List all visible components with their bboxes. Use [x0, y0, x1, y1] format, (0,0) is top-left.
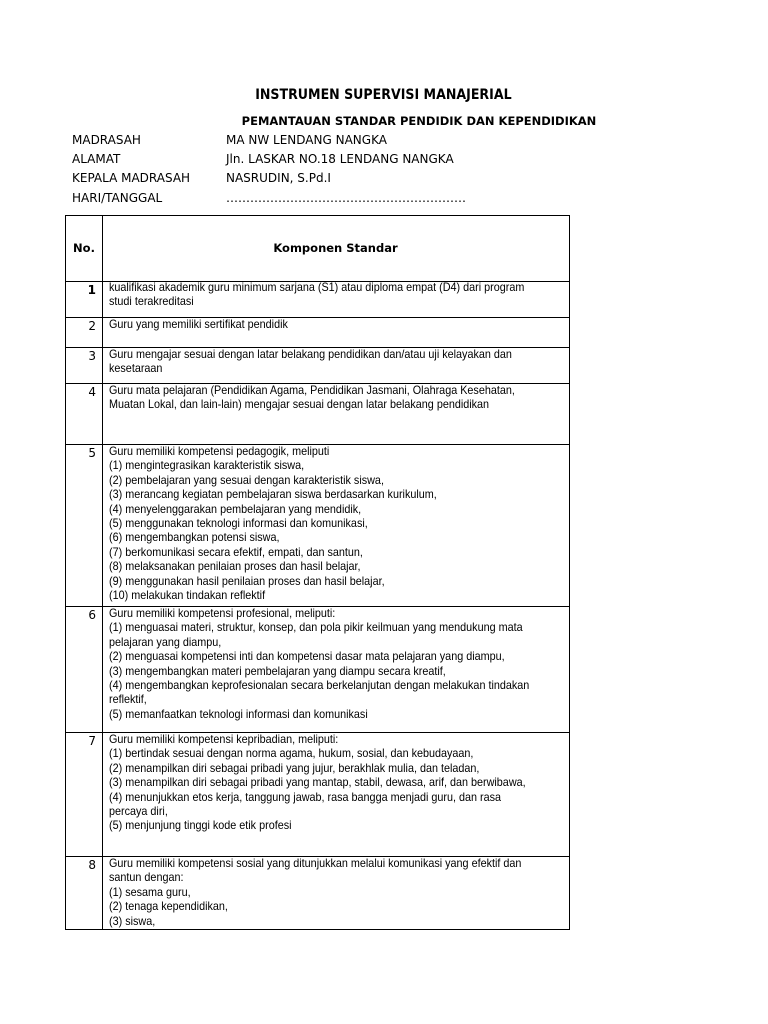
row-text: Guru mata pelajaran (Pendidikan Agama, Pendidikan Jasmani, Olahraga Kesehatan, Muatan Lokal, dan lain-lain) mengajar sesuai dengan latar belakang pendidikan: [109, 383, 515, 412]
document-subtitle: PEMANTAUAN STANDAR PENDIDIK DAN KEPENDIDIKAN: [241, 114, 597, 128]
row-text: Guru mengajar sesuai dengan latar belakang pendidikan dan/atau uji kelayakan dan kesetaraan: [109, 347, 512, 376]
header-component: Komponen Standar: [273, 241, 398, 255]
row-number: 6: [88, 608, 96, 622]
info-value: MA NW LENDANG NANGKA: [226, 133, 387, 147]
row-text: Guru memiliki kompetensi sosial yang ditunjukkan melalui komunikasi yang efektif dan santun dengan: (1) sesama guru, (2) tenaga kependidikan, (3) siswa,: [109, 856, 522, 928]
header-no: No.: [73, 241, 95, 255]
info-value: Jln. LASKAR NO.18 LENDANG NANGKA: [226, 152, 454, 166]
row-number: 3: [88, 349, 96, 363]
info-label: MADRASAH: [72, 133, 141, 147]
row-number: 8: [88, 858, 96, 872]
document-title: INSTRUMEN SUPERVISI MANAJERIAL: [255, 87, 512, 103]
column-divider: [102, 216, 103, 929]
row-text: Guru yang memiliki sertifikat pendidik: [109, 317, 288, 331]
row-text: Guru memiliki kompetensi kepribadian, meliputi: (1) bertindak sesuai dengan norma agama, hukum, sosial, dan kebudayaan, (2) menampilkan diri sebagai pribadi yang jujur, berakhlak mulia, dan teladan, (3) menampilkan diri sebagai pribadi yang mantap, stabil, dewasa, arif, dan berwibawa, (4) menunjukkan etos kerja, tanggung jawab, rasa bangga menjadi guru, dan rasa percaya diri, (5) menjunjung tinggi kode etik profesi: [109, 732, 526, 833]
row-number: 5: [88, 446, 96, 460]
info-label: KEPALA MADRASAH: [72, 171, 191, 185]
row-text: Guru memiliki kompetensi profesional, meliputi: (1) menguasai materi, struktur, konsep, dan pola pikir keilmuan yang mendukung mata pelajaran yang diampu, (2) menguasai kompetensi inti dan kompetensi dasar mata pelajaran yang diampu, (3) mengembangkan materi pembelajaran yang diampu secara kreatif, (4) mengembangkan keprofesionalan secara berkelanjutan dengan melakukan tindakan reflektif, (5) memanfaatkan teknologi informasi dan komunikasi: [109, 606, 530, 721]
row-number: 2: [88, 319, 96, 333]
row-number: 4: [88, 385, 96, 399]
info-value: ……………………………………………………: [226, 191, 466, 205]
row-number: 7: [88, 734, 96, 748]
row-number: 1: [87, 283, 96, 297]
info-value: NASRUDIN, S.Pd.I: [226, 171, 331, 185]
row-text: Guru memiliki kompetensi pedagogik, meliputi (1) mengintegrasikan karakteristik siswa, (2) pembelajaran yang sesuai dengan karakteristik siswa, (3) merancang kegiatan pembelajaran siswa berdasarkan kurikulum, (4) menyelenggarakan pembelajaran yang mendidik, (5) menggunakan teknologi informasi dan komunikasi, (6) mengembangkan potensi siswa, (7) berkomunikasi secara efektif, empati, dan santun, (8) melaksanakan penilaian proses dan hasil belajar, (9) menggunakan hasil penilaian proses dan hasil belajar, (10) melakukan tindakan reflektif: [109, 444, 437, 603]
standards-table: [65, 215, 570, 930]
info-label: HARI/TANGGAL: [72, 191, 163, 205]
info-label: ALAMAT: [72, 152, 121, 166]
row-text: kualifikasi akademik guru minimum sarjana (S1) atau diploma empat (D4) dari program studi terakreditasi: [109, 280, 525, 309]
